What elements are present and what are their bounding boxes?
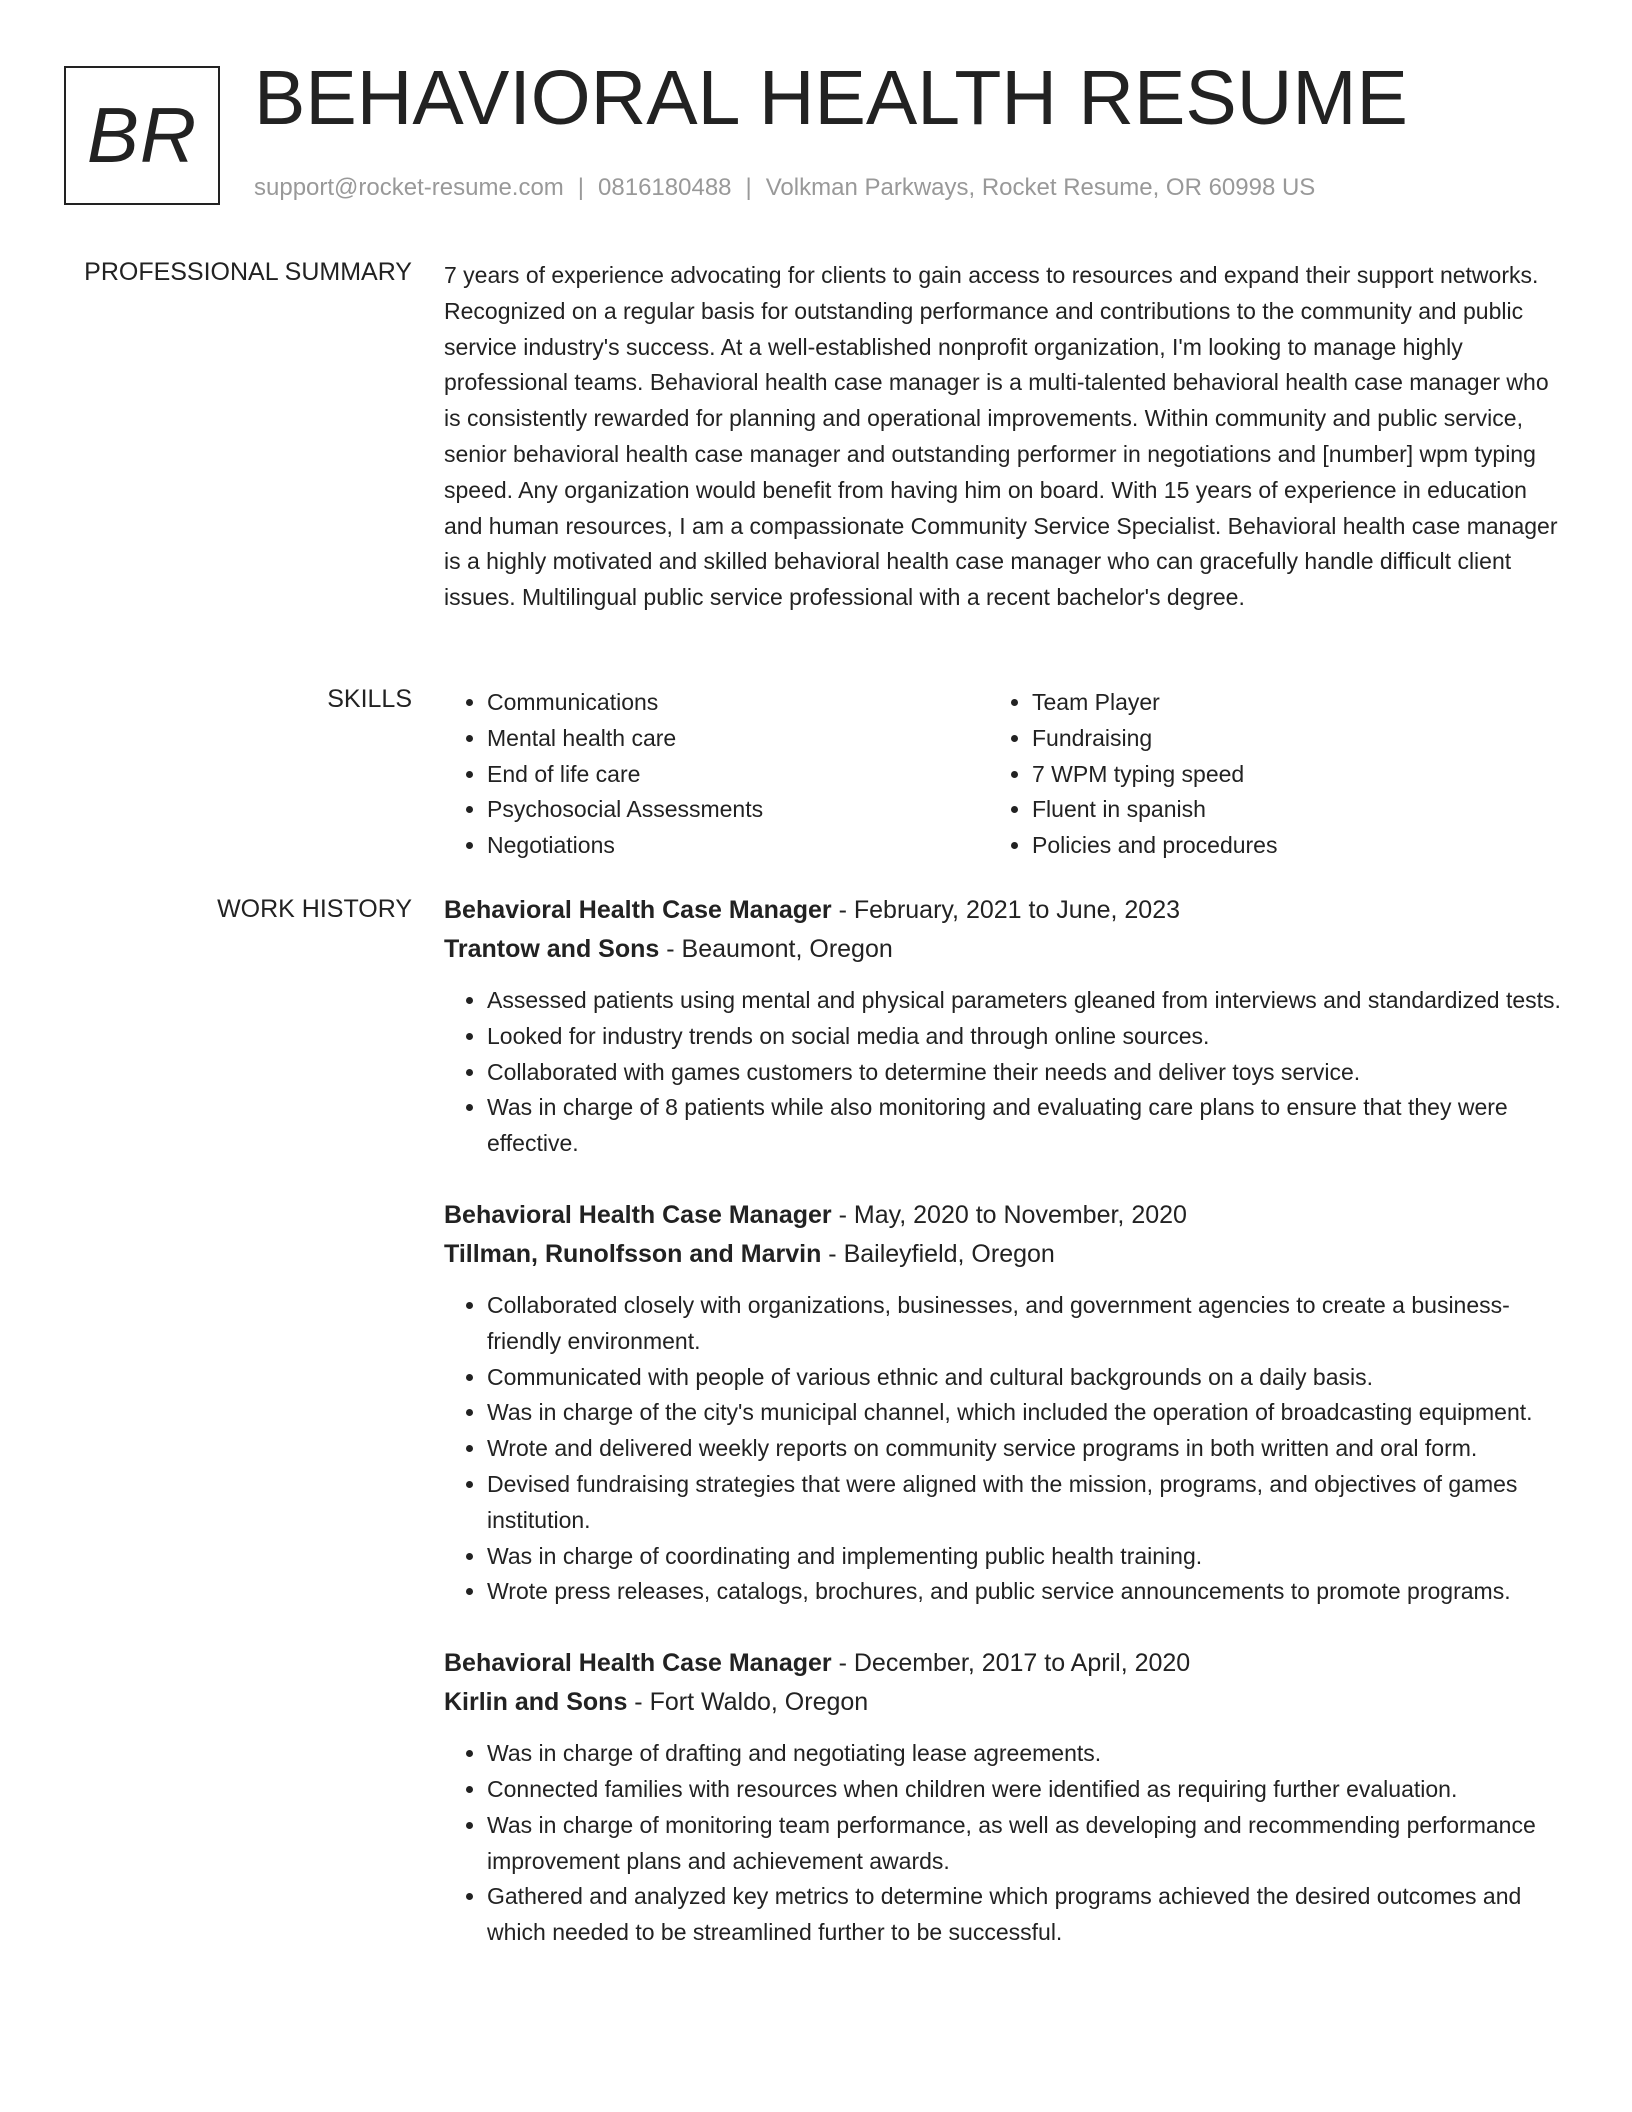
job-location: - Beaumont, Oregon [659, 935, 893, 963]
skill-item: • Policies and procedures [1032, 828, 1534, 864]
summary-heading: PROFESSIONAL SUMMARY [84, 258, 412, 286]
contact-separator: | [745, 174, 752, 201]
job-title-line [444, 1644, 1564, 1683]
job-entry [444, 1196, 1564, 1610]
job-title-line [444, 891, 1564, 930]
job-bullet: • Wrote press releases, catalogs, brochures, and public service announcements to promote programs. [487, 1574, 1564, 1610]
skill-item: • Psychosocial Assessments [487, 792, 989, 828]
skills-list-right [989, 685, 1534, 864]
job-bullets [444, 1288, 1564, 1610]
job-bullet: • Assessed patients using mental and physical parameters gleaned from interviews and standardized tests. [487, 983, 1564, 1019]
skill-item: • End of life care [487, 757, 989, 793]
skill-item: • Fluent in spanish [1032, 792, 1534, 828]
job-bullet: • Communicated with people of various ethnic and cultural backgrounds on a daily basis. [487, 1360, 1564, 1396]
job-title: Behavioral Health Case Manager [444, 1200, 832, 1229]
job-company-line [444, 930, 1564, 969]
work-history-body [444, 891, 1564, 1985]
contact-email: support@rocket-resume.com [254, 174, 564, 201]
skills-heading: SKILLS [327, 685, 412, 713]
skill-item: • Team Player [1032, 685, 1534, 721]
job-title-line [444, 1196, 1564, 1235]
job-bullet: • Was in charge of monitoring team performance, as well as developing and recommending performance improvement plans and achievement awards. [487, 1808, 1564, 1880]
job-bullet: • Collaborated with games customers to determine their needs and deliver toys service. [487, 1055, 1564, 1091]
job-bullet: • Was in charge of coordinating and implementing public health training. [487, 1539, 1564, 1575]
job-company-line [444, 1235, 1564, 1274]
job-bullet: • Looked for industry trends on social media and through online sources. [487, 1019, 1564, 1055]
skill-item: • 7 WPM typing speed [1032, 757, 1534, 793]
job-title: Behavioral Health Case Manager [444, 896, 832, 924]
contact-separator: | [577, 174, 585, 201]
job-bullet: • Devised fundraising strategies that were aligned with the mission, programs, and objectives of games institution. [487, 1467, 1564, 1539]
job-dates: - February, 2021 to June, 2023 [831, 896, 1181, 924]
job-entry [444, 891, 1564, 1162]
job-bullet: • Was in charge of 8 patients while also monitoring and evaluating care plans to ensure that they were effective. [487, 1090, 1564, 1162]
job-company-line [444, 1683, 1564, 1722]
resume-name: BEHAVIORAL HEALTH RESUME [254, 55, 1408, 141]
monogram-initials: BR [86, 91, 198, 179]
skill-item: • Fundraising [1032, 721, 1534, 757]
job-bullet: • Connected families with resources when children were identified as requiring further evaluation. [487, 1772, 1564, 1808]
summary-text: 7 years of experience advocating for clients to gain access to resources and expand their support networks. Recognized on a regular basis for outstanding performance and contributions to the community and public service industry's success. At a well-established nonprofit organization, I'm looking to manage highly professional teams. Behavioral health case manager is a multi-talented behavioral health case manager who is consistently rewarded for planning and operational improvements. Within community and public service, senior behavioral health case manager and outstanding performer in negotiations and [number] wpm typing speed. Any organization would benefit from having him on board. With 15 years of experience in education and human resources, I am a compassionate Community Service Specialist. Behavioral health case manager is a highly motivated and skilled behavioral health case manager who can gracefully handle difficult client issues. Multilingual public service professional with a recent bachelor's degree. [444, 262, 1558, 611]
job-company: Tillman, Runolfsson and Marvin [444, 1239, 822, 1268]
skills-columns [444, 685, 1564, 864]
contact-line [254, 174, 1315, 202]
contact-address: Volkman Parkways, Rocket Resume, OR 60998 US [765, 174, 1316, 201]
skill-item: • Mental health care [487, 721, 989, 757]
job-bullet: • Was in charge of drafting and negotiating lease agreements. [487, 1736, 1564, 1772]
work-history-heading: WORK HISTORY [217, 895, 412, 923]
monogram-box [64, 66, 220, 205]
contact-phone: 0816180488 [598, 174, 732, 201]
skills-body [444, 685, 1564, 864]
job-bullets [444, 983, 1564, 1162]
job-bullets [444, 1736, 1564, 1951]
job-location: - Baileyfield, Oregon [821, 1239, 1055, 1268]
job-bullet: • Was in charge of the city's municipal channel, which included the operation of broadcasting equipment. [487, 1395, 1564, 1431]
summary-body [444, 258, 1564, 616]
job-title: Behavioral Health Case Manager [444, 1649, 832, 1678]
job-bullet: • Gathered and analyzed key metrics to determine which programs achieved the desired outcomes and which needed to be streamlined further to be successful. [487, 1879, 1564, 1951]
skills-list-left [444, 685, 989, 864]
job-entry [444, 1644, 1564, 1951]
skill-item: • Communications [487, 685, 989, 721]
job-dates: - December, 2017 to April, 2020 [831, 1649, 1191, 1678]
skill-item: • Negotiations [487, 828, 989, 864]
job-bullet: • Wrote and delivered weekly reports on community service programs in both written and oral form. [487, 1431, 1564, 1467]
job-dates: - May, 2020 to November, 2020 [831, 1200, 1187, 1229]
job-location: - Fort Waldo, Oregon [627, 1688, 869, 1717]
job-company: Kirlin and Sons [444, 1688, 628, 1717]
job-bullet: • Collaborated closely with organizations, businesses, and government agencies to create a business-friendly environment. [487, 1288, 1564, 1360]
job-company: Trantow and Sons [444, 935, 660, 963]
